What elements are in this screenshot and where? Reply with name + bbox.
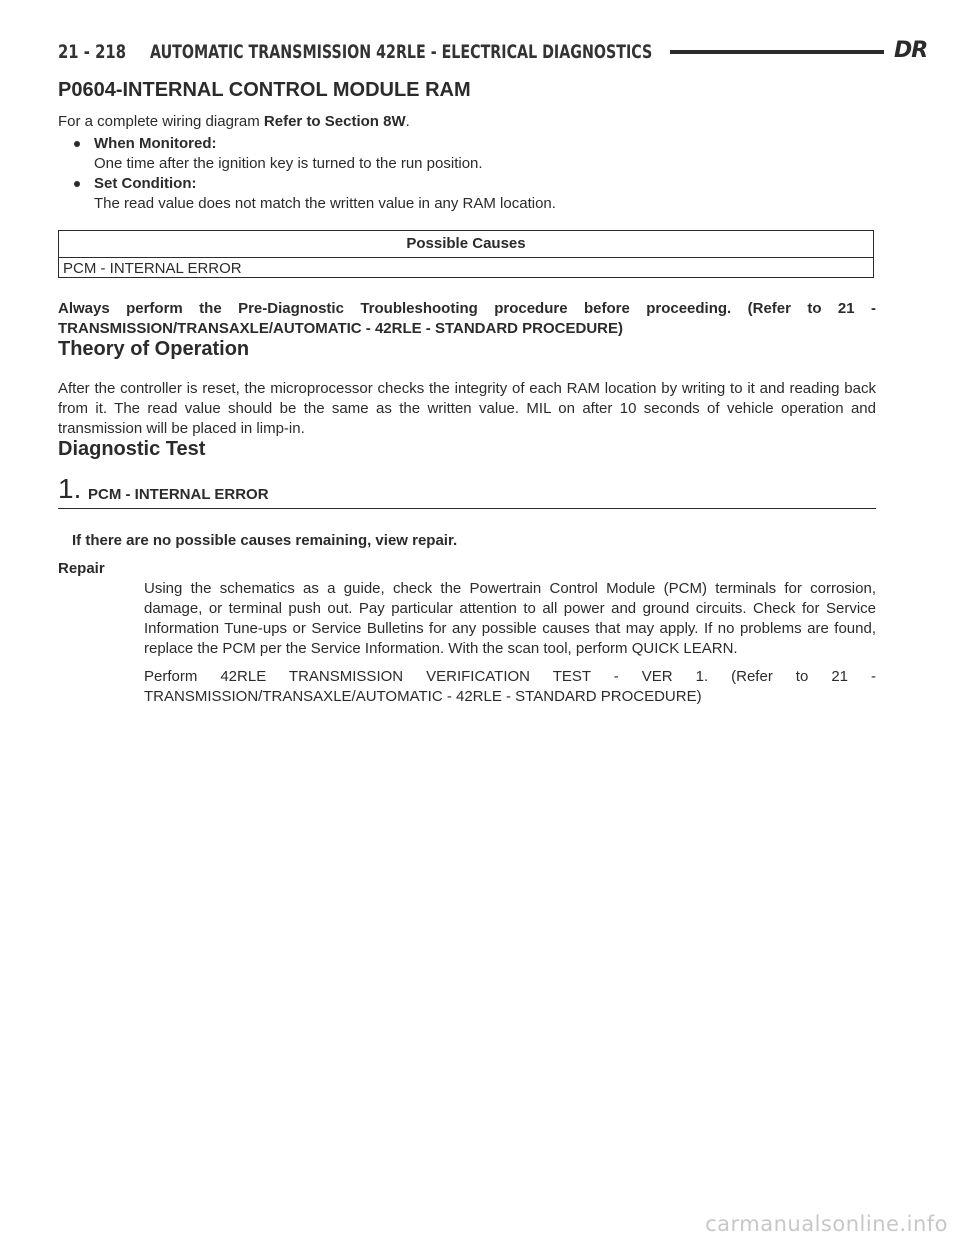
wiring-reference-link[interactable]: Refer to Section 8W (263, 113, 406, 130)
causes-header: Possible Causes (59, 231, 873, 258)
pre-diagnostic-note: Always perform the Pre-Diagnostic Troubleshooting procedure before proceeding. (Refer to 21 - TRANSMISSION/TRANSAXLE/AUTOMATIC - 42RLE - STANDARD PROCEDURE) (58, 300, 876, 337)
bullet-text: One time after the ignition key is turned to the run position. (94, 155, 483, 172)
bullet-label: When Monitored: (94, 135, 217, 152)
step-1-header (58, 473, 876, 509)
watermark: carmanualsonline.info (705, 1212, 948, 1236)
repair-label: Repair (58, 560, 105, 577)
dr-logo: DR (894, 38, 928, 63)
possible-causes-table (58, 230, 874, 278)
bullet-label: Set Condition: (94, 175, 197, 192)
bullet-dot-icon (74, 141, 80, 147)
causes-row: PCM - INTERNAL ERROR (63, 260, 242, 277)
step-number: 1. (58, 473, 82, 504)
verification-text: Perform 42RLE TRANSMISSION VERIFICATION TEST - VER 1. (Refer to 21 - TRANSMISSION/TRANSAXLE/AUTOMATIC - 42RLE - STANDARD PROCEDURE) (144, 668, 876, 705)
page-number: 21 - 218 (58, 41, 127, 63)
wiring-suffix: . (405, 113, 410, 130)
bullet-text: The read value does not match the written value in any RAM location. (94, 195, 556, 212)
step-title: PCM - INTERNAL ERROR (88, 486, 269, 503)
diagnostic-test-heading: Diagnostic Test (58, 438, 206, 460)
theory-heading: Theory of Operation (58, 338, 250, 360)
header-rule (670, 50, 884, 54)
bullet-dot-icon (74, 181, 80, 187)
page-title: P0604-INTERNAL CONTROL MODULE RAM (58, 79, 471, 101)
wiring-prefix: For a complete wiring diagram (58, 113, 260, 130)
theory-text: After the controller is reset, the microprocessor checks the integrity of each RAM location by writing to it and reading back from it. The read value should be the same as the written value. MIL on after 10 seconds of vehicle operation and transmission will be placed in limp-in. (58, 380, 876, 437)
page-header (58, 38, 928, 66)
header-title: AUTOMATIC TRANSMISSION 42RLE - ELECTRICAL DIAGNOSTICS (150, 41, 653, 63)
step-note: If there are no possible causes remaining, view repair. (72, 532, 458, 549)
wiring-line (58, 112, 410, 132)
repair-text: Using the schematics as a guide, check the Powertrain Control Module (PCM) terminals for corrosion, damage, or terminal push out. Pay particular attention to all power and ground circuits. Check for Service Information Tune-ups or Service Bulletins for any possible causes that may apply. If no problems are found, replace the PCM per the Service Information. With the scan tool, perform QUICK LEARN. (144, 580, 876, 657)
